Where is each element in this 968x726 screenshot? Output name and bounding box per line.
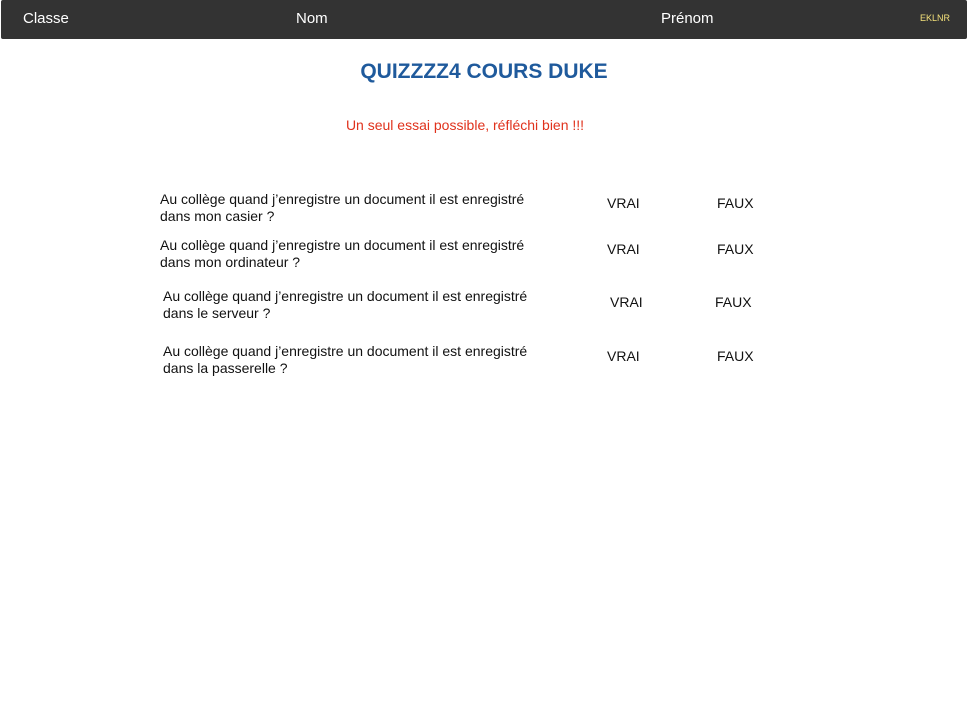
question-4-vrai-button[interactable]: VRAI: [607, 348, 640, 364]
question-4-faux-button[interactable]: FAUX: [717, 348, 754, 364]
prenom-field[interactable]: Prénom: [661, 10, 714, 27]
question-3-faux-button[interactable]: FAUX: [715, 294, 752, 310]
question-1-vrai-button[interactable]: VRAI: [607, 195, 640, 211]
student-info-bar: [1, 0, 967, 39]
question-1-line-2: dans mon casier ?: [160, 208, 275, 224]
warning-message: Un seul essai possible, réfléchi bien !!!: [345, 117, 585, 133]
question-2: [160, 237, 580, 271]
question-1: [160, 191, 580, 225]
question-3: [163, 288, 583, 322]
badge-label: EKLNR: [919, 13, 950, 23]
question-3-line-1: Au collège quand j’enregistre un document il est enregistré: [163, 288, 528, 304]
question-2-faux-button[interactable]: FAUX: [717, 241, 754, 257]
question-4: [163, 343, 583, 377]
classe-field[interactable]: Classe: [23, 10, 69, 27]
question-3-vrai-button[interactable]: VRAI: [610, 294, 643, 310]
question-1-faux-button[interactable]: FAUX: [717, 195, 754, 211]
question-3-line-2: dans le serveur ?: [163, 305, 271, 321]
question-4-line-1: Au collège quand j’enregistre un document il est enregistré: [163, 343, 528, 359]
question-2-line-2: dans mon ordinateur ?: [160, 254, 301, 270]
question-2-line-1: Au collège quand j’enregistre un document il est enregistré: [160, 237, 525, 253]
page-title: QUIZZZZ4 COURS DUKE: [360, 60, 608, 83]
nom-field[interactable]: Nom: [296, 10, 328, 27]
question-2-vrai-button[interactable]: VRAI: [607, 241, 640, 257]
question-1-line-1: Au collège quand j’enregistre un document il est enregistré: [160, 191, 525, 207]
question-4-line-2: dans la passerelle ?: [163, 360, 288, 376]
